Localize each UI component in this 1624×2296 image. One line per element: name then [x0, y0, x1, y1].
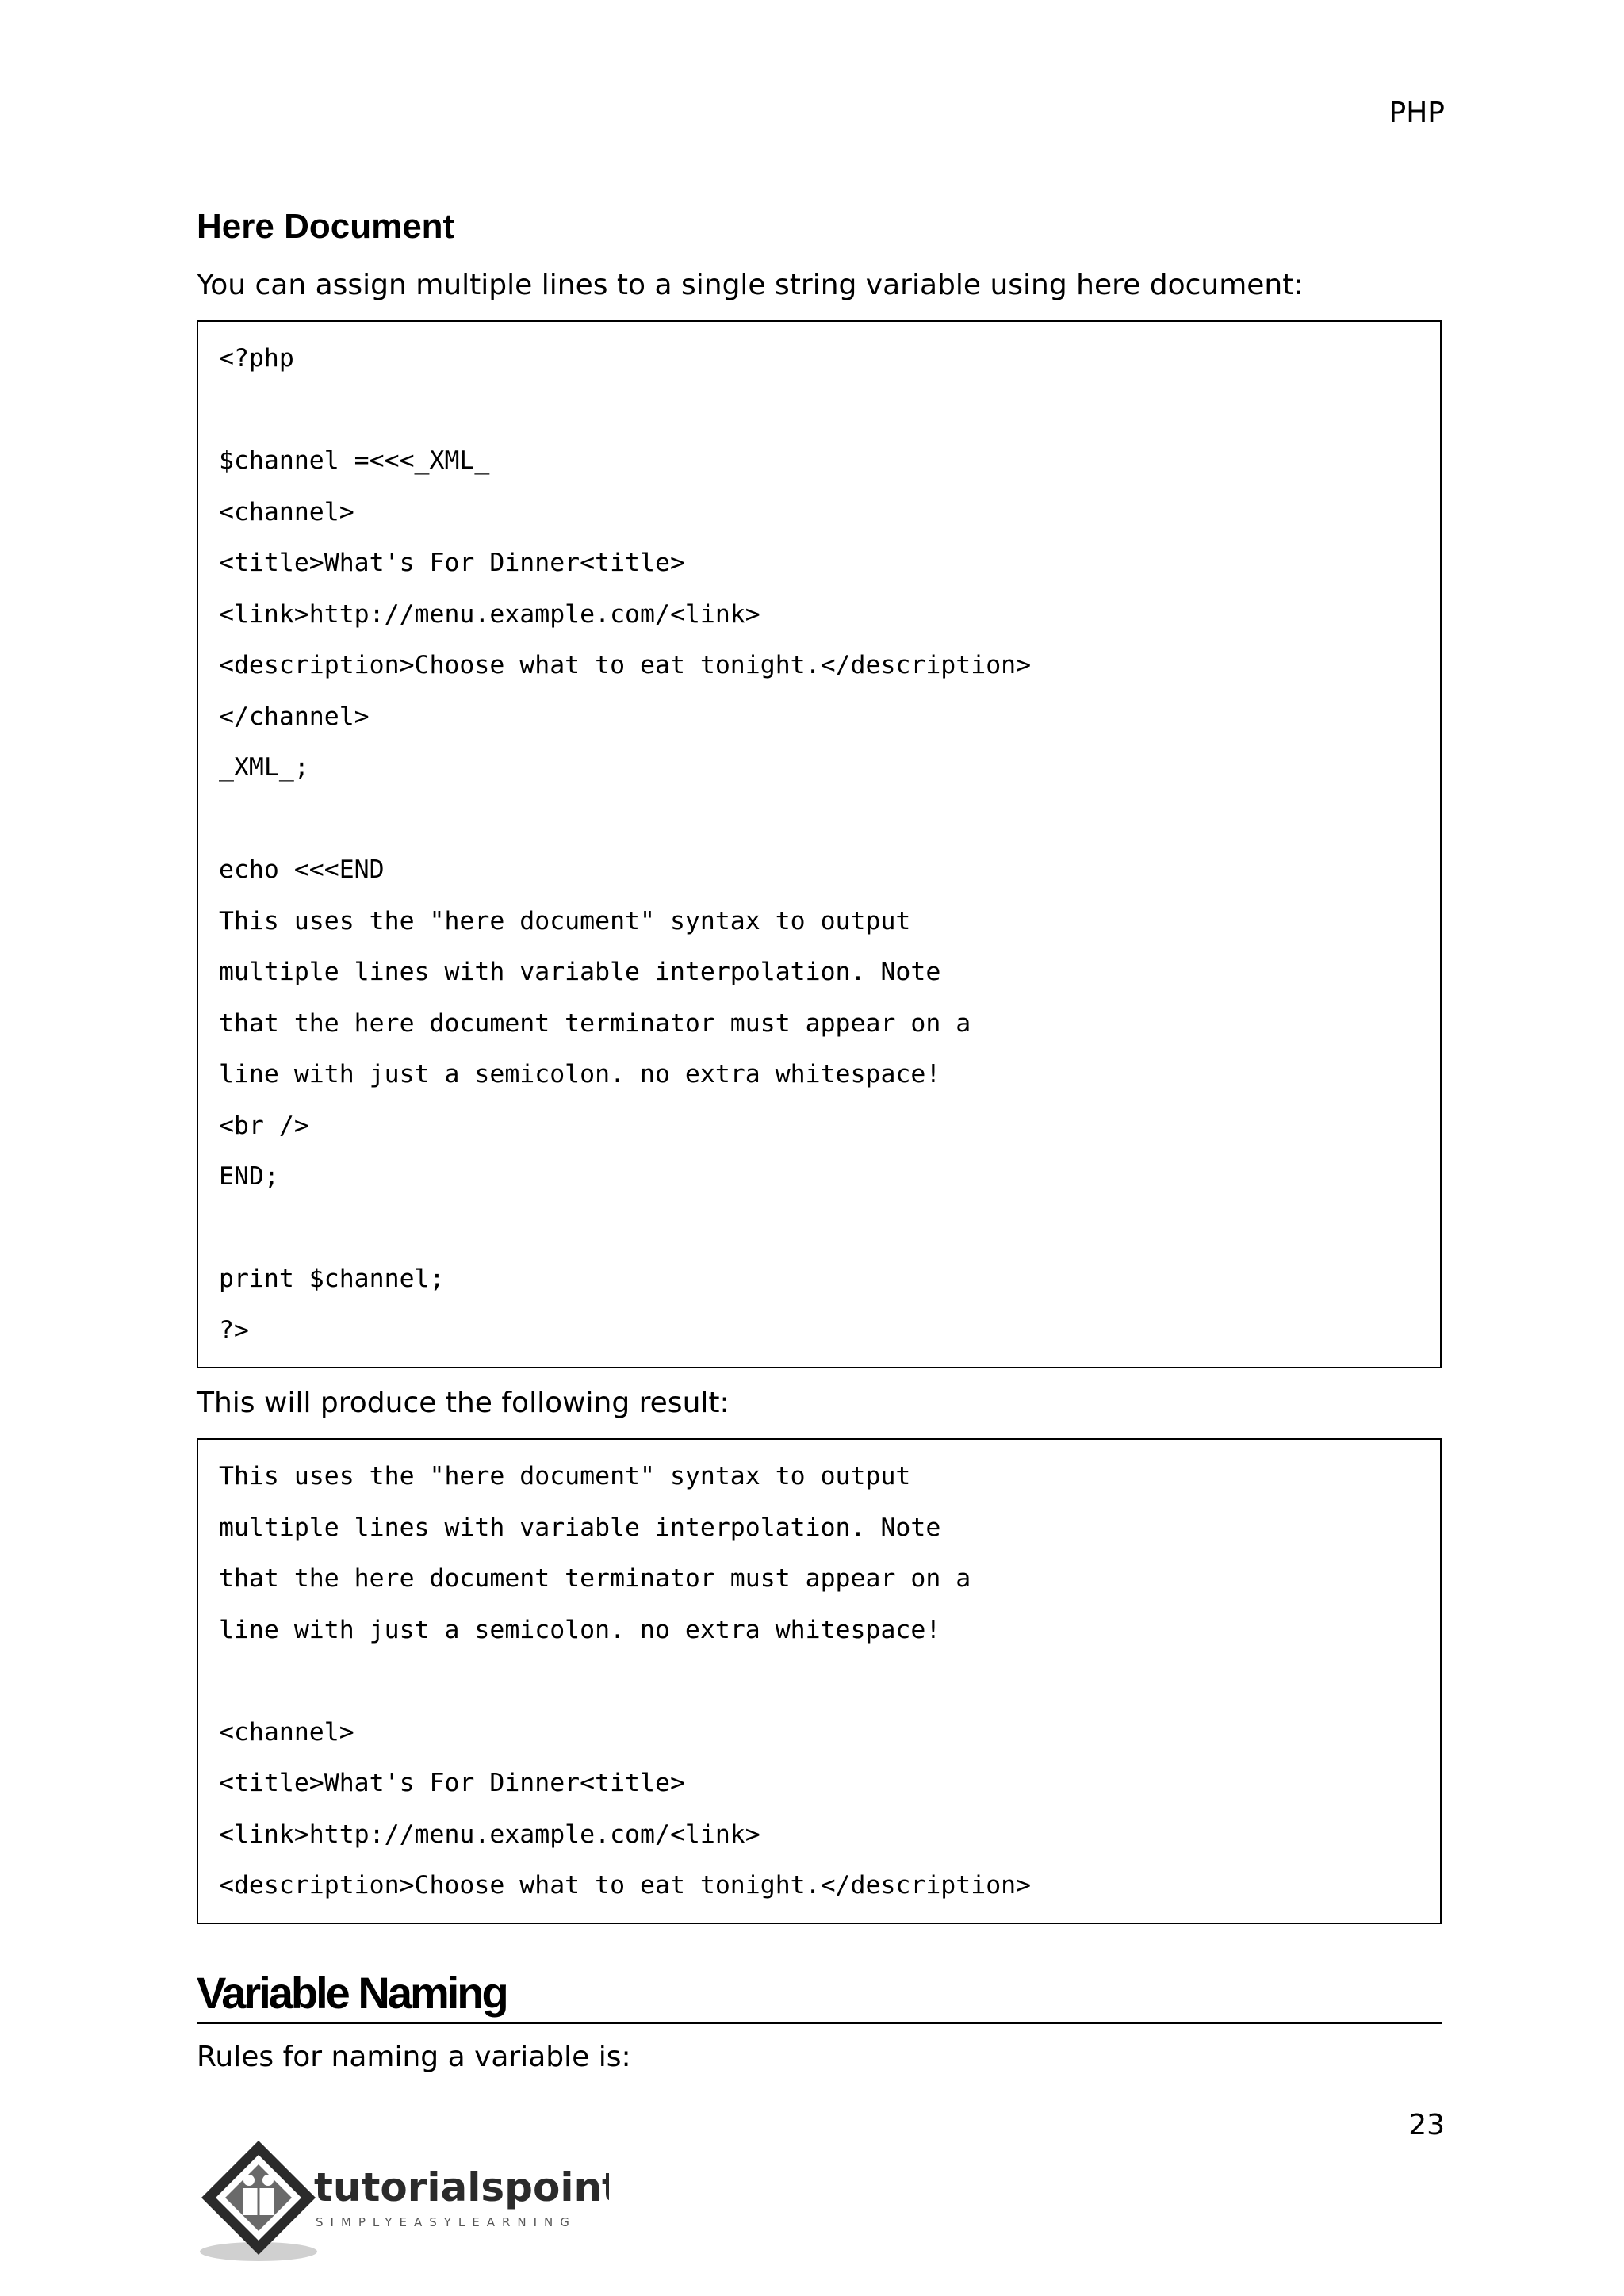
logo-tagline: SIMPLYEASYLEARNING: [316, 2215, 576, 2229]
code-line: <?php: [219, 344, 294, 373]
code-line: print $channel;: [219, 1265, 445, 1293]
code-line: <description>Choose what to eat tonight.</description>: [219, 651, 1032, 679]
variable-naming-heading: Variable Naming: [197, 1965, 1442, 2024]
page-number: 23: [1408, 2109, 1445, 2141]
code-line: that the here document terminator must appear on a: [219, 1008, 971, 1038]
code-line: _XML_;: [219, 753, 309, 782]
code-block: [197, 320, 1442, 1368]
tutorialspoint-logo: [197, 2133, 609, 2267]
output-line: multiple lines with variable interpolation. Note: [219, 1513, 941, 1542]
code-line: line with just a semicolon. no extra whitespace!: [219, 1060, 941, 1089]
page-content: [197, 205, 1442, 2076]
code-line: <channel>: [219, 497, 354, 526]
output-line: that the here document terminator must appear on a: [219, 1564, 971, 1593]
output-line: <channel>: [219, 1717, 354, 1747]
code-line: [219, 794, 1419, 845]
section-heading: Here Document: [197, 207, 455, 246]
logo-icon: [197, 2133, 609, 2267]
intro-paragraph: You can assign multiple lines to a single string variable using here document:: [197, 269, 1304, 301]
output-line: <title>What's For Dinner<title>: [219, 1769, 685, 1797]
code-line: <br />: [219, 1111, 309, 1140]
code-line: </channel>: [219, 702, 370, 731]
code-line: [219, 385, 1419, 436]
output-line: line with just a semicolon. no extra whitespace!: [219, 1615, 941, 1644]
rules-intro: Rules for naming a variable is:: [197, 2040, 631, 2073]
logo-wordmark: tutorialspoint: [314, 2164, 609, 2210]
output-line: This uses the "here document" syntax to output: [219, 1462, 911, 1490]
code-line: ?>: [219, 1315, 249, 1345]
code-line: [219, 1203, 1419, 1254]
running-header: PHP: [1388, 97, 1445, 129]
code-line: END;: [219, 1162, 279, 1191]
code-line: multiple lines with variable interpolation. Note: [219, 958, 941, 986]
code-line: <title>What's For Dinner<title>: [219, 549, 685, 577]
code-line: <link>http://menu.example.com/<link>: [219, 599, 760, 629]
code-line: echo <<<END: [219, 855, 385, 884]
output-line: <description>Choose what to eat tonight.</description>: [219, 1871, 1032, 1900]
output-block: [197, 1438, 1442, 1924]
output-line: <link>http://menu.example.com/<link>: [219, 1820, 760, 1849]
code-line: This uses the "here document" syntax to output: [219, 906, 911, 936]
result-intro: This will produce the following result:: [197, 1387, 730, 1419]
output-line: [219, 1655, 1419, 1707]
code-line: $channel =<<<_XML_: [219, 446, 490, 475]
